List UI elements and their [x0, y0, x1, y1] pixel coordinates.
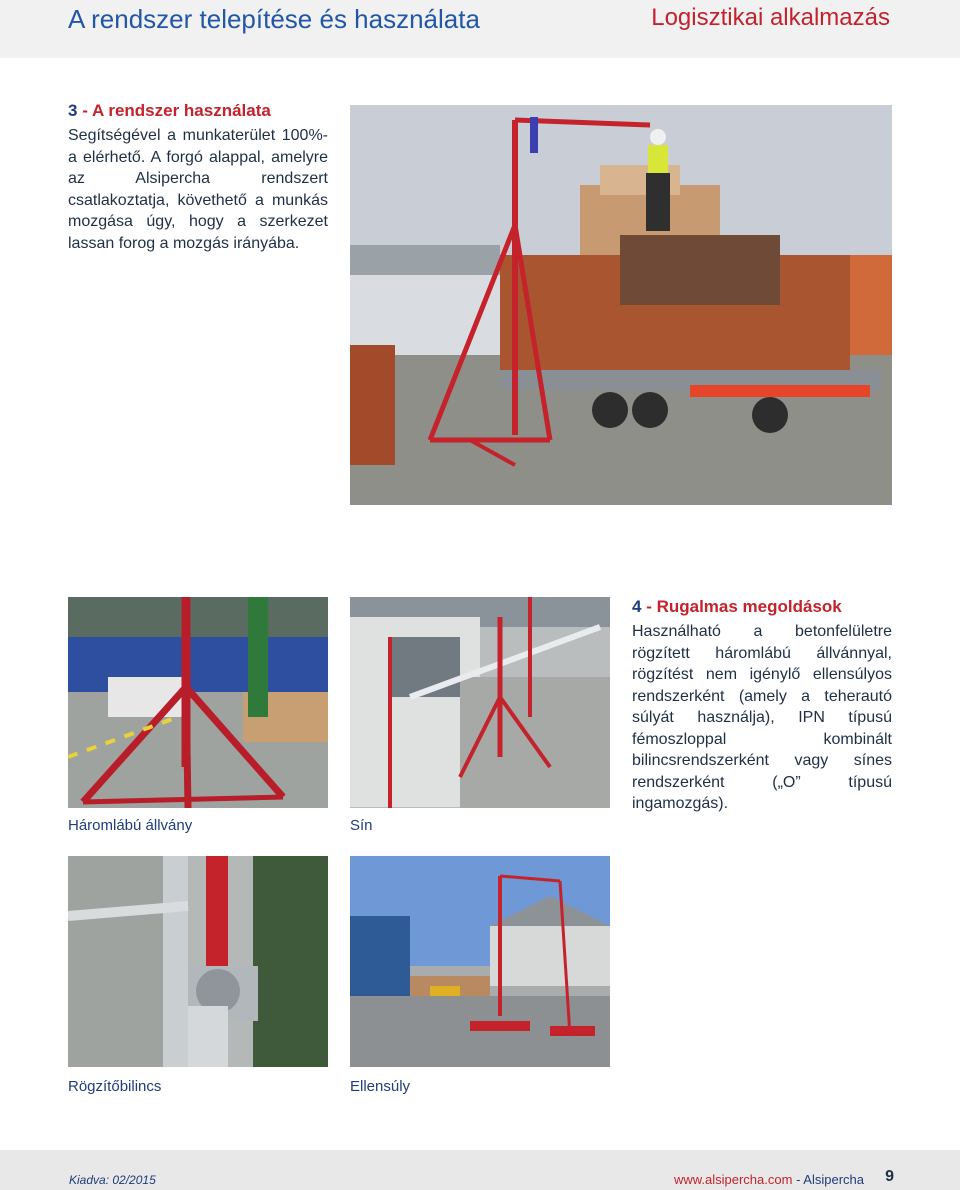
- truck-photo: [350, 105, 892, 505]
- page-category: Logisztikai alkalmazás: [651, 4, 890, 31]
- caption-clamp: Rögzítőbilincs: [68, 1078, 162, 1095]
- section-3-title: A rendszer használata: [91, 101, 271, 120]
- caption-counterweight: Ellensúly: [350, 1078, 411, 1095]
- clamp-photo: [68, 856, 328, 1067]
- section-3-number: 3: [68, 101, 78, 120]
- caption-tripod: Háromlábú állvány: [68, 817, 193, 834]
- section-4-title: Rugalmas megoldások: [656, 597, 842, 616]
- rail-photo: [350, 597, 610, 808]
- section-4-text: Használható a betonfelületre rögzített háromlábú állvánnyal, rögzítést nem igénylő ellensúlyos rendszerként (amely a teherautó súlyát használja), IPN típusú fémoszloppal kombinált bilincsrendszerként vagy sínes rendszerként („O” típusú ingamozgás).: [632, 623, 892, 812]
- caption-rail: Sín: [350, 817, 373, 834]
- tripod-photo: [68, 597, 328, 808]
- footer-separator: -: [792, 1172, 804, 1187]
- footer-brand: Alsipercha: [803, 1172, 864, 1187]
- section-3-text: Segítségével a munkaterület 100%-a elérhető. A forgó alappal, amelyre az Alsipercha rendszert csatlakoztatja, követhető a munkás mozgása úgy, hogy a szerkezet lassan forog a mozgás irányába.: [68, 127, 328, 252]
- edition-date: Kiadva: 02/2015: [69, 1173, 156, 1187]
- section-4-separator: -: [641, 597, 657, 616]
- section-4-number: 4: [632, 597, 642, 616]
- page-header: [0, 0, 960, 58]
- page-number: 9: [885, 1168, 894, 1185]
- counterweight-photo: [350, 856, 610, 1067]
- footer-web: [674, 1172, 864, 1187]
- website-link[interactable]: www.alsipercha.com: [673, 1172, 793, 1187]
- section-3-heading: [68, 101, 271, 121]
- section-4-heading: [632, 597, 842, 617]
- section-3-separator: -: [77, 101, 92, 120]
- page-title: A rendszer telepítése és használata: [68, 4, 480, 34]
